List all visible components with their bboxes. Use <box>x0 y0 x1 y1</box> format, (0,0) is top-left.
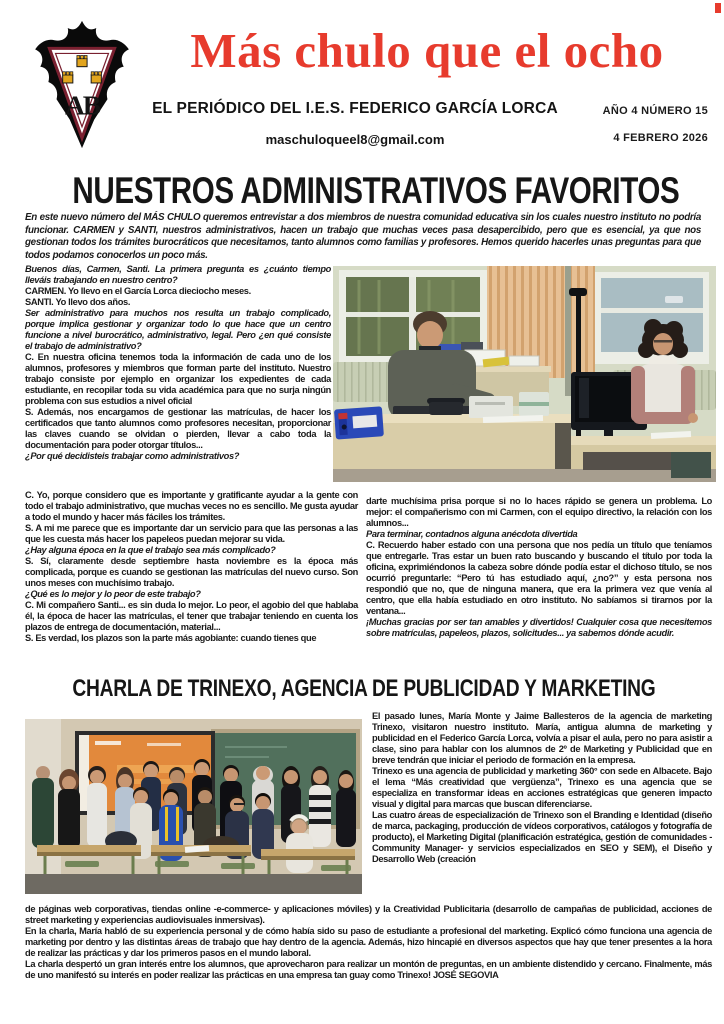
article1-left-column <box>25 264 358 644</box>
newspaper-subtitle: EL PERIÓDICO DEL I.E.S. FEDERICO GARCÍA LORCA <box>152 100 558 117</box>
article1-column-beside-photo <box>25 264 331 490</box>
body-paragraph: Trinexo es una agencia de publicidad y marketing 360° con sede en Albacete. Bajo el lema “Más creatividad que vergüenza”, Trinexo es una agencia que se especializa en transformar ideas en acciones estratégicas que generen impacto visual y digital para marcas que buscan diferenciarse. <box>372 766 712 809</box>
article1-right-column <box>366 496 712 639</box>
article2-headline: CHARLA DE TRINEXO, AGENCIA DE PUBLICIDAD Y MARKETING <box>72 675 656 702</box>
body-paragraph: C. Yo, porque considero que es importante y gratificante ayudar a la gente con todo el trabajo administrativo, que muchas veces no es sencillo. Me gusta ayudar a todo el mundo y hacer más fáciles los trámites. <box>25 490 358 522</box>
interview-question: Buenos días, Carmen, Santi. La primera pregunta es ¿cuánto tiempo lleváis trabajando en nuestro centro? <box>25 264 331 285</box>
newspaper-title: Más chulo que el ocho <box>190 23 664 78</box>
article1-column-below-photo <box>25 490 358 644</box>
interview-question: ¡Muchas gracias por ser tan amables y divertidos! Cualquier cosa que necesitemos sobre matrículas, papeleos, plazos, solicitudes... ya sabemos dónde acudir. <box>366 617 712 638</box>
office-interview-photo <box>333 266 716 482</box>
issue-number: AÑO 4 NÚMERO 15 <box>602 105 708 117</box>
interview-question: ¿Por qué decidisteis trabajar como administrativos? <box>25 451 240 461</box>
body-paragraph: CARMEN. Yo llevo en el García Lorca dieciocho meses. <box>25 286 251 296</box>
body-paragraph: Las cuatro áreas de especialización de Trinexo son el Branding e Identidad (diseño de marca, packaging, producción de vídeos corporativos, catálogos y fotografía de producto), el Marketing Digital (planificación estratégica, gestión de comunidades -Community Manager- y servicios especializados en SEO y SEM), el Diseño y Desarrollo Web (creación <box>372 810 712 864</box>
school-crest-logo <box>26 14 138 156</box>
body-paragraph: S. Es verdad, los plazos son la parte más agobiante: cuando tienes que <box>25 633 317 643</box>
article1-headline: NUESTROS ADMINISTRATIVOS FAVORITOS <box>72 170 680 211</box>
body-paragraph: C. En nuestra oficina tenemos toda la información de cada uno de los alumnos, profesores y miembros que forman parte del instituto. Nuestro trabajo consiste por ejemplo en organizar los expedientes de cada estudiante, en recopilar toda su vida académica para que no surja ningún problema con sus estudios a nivel oficial <box>25 352 331 406</box>
body-paragraph: El pasado lunes, María Monte y Jaime Ballesteros de la agencia de marketing Trinexo, visitaron nuestro instituto. María, antigua alumna de marketing y publicidad en el Federico García Lorca, volvía a pisar el aula, pero no para asistir a clase, sino para hablar con los alumnos de 2º de Marketing y Publicidad que en breve tendrán que iniciar el periodo de formación en la empresa. <box>372 711 712 765</box>
body-paragraph: En la charla, María habló de su experiencia personal y de cómo había sido su paso de estudiante a profesional del marketing. Explicó cómo funciona una agencia de marketing por dentro y las distintas áreas de trabajo que hay dentro de la agencia. Además, hizo hincapié en diversos aspectos que hay que tener presentes a la hora de realizar las prácticas y dar los primeros pasos en el mundo laboral. <box>25 926 712 958</box>
issue-date: 4 FEBRERO 2026 <box>613 132 708 144</box>
body-paragraph: S. Además, nos encargamos de gestionar las matrículas, de hacer los certificados que tanto alumnos como profesores necesitan, proporcionar las claves cuando se olvidan o pierden, llevar a cabo toda la documentación para poder otorgar títulos... <box>25 407 331 450</box>
article2-body <box>25 711 712 981</box>
classroom-group-photo <box>25 719 362 894</box>
article2-full-width-text <box>25 902 712 981</box>
article1-intro: En este nuevo número del MÁS CHULO queremos entrevistar a dos miembros de nuestra comunidad educativa sin los cuales nuestro instituto no podría funcionar. CARMEN y SANTI, nuestros administrativos, hacen un trabajo que muchas veces pasa desapercibido, pero que es esencial, ya que nos gestionan todos los trámites burocráticos que necesitamos, tanto alumnos como familias y profesores. Hemos querido hacerles unas preguntas para que todos podamos conocerlos un poco más. <box>25 212 701 261</box>
body-paragraph: C. Recuerdo haber estado con una persona que nos pedía un título que teníamos que entregarle. Tras estar un buen rato buscando y buscando el título por toda la oficina, exprimiéndonos la cabeza sobre dónde podía estar el dichoso título, se nos ocurrió preguntarle: “Pero tú has estudiado aquí, ¿no?” y esta persona nos respondió que no, que de ninguna manera, que era la primera vez que venía al centro, que ella había estudiado en otro instituto. No sabíamos si tirarnos por la ventana... <box>366 540 712 616</box>
body-paragraph: S. Sí, claramente desde septiembre hasta noviembre es la época más complicada, porque es cuando se gestionan las matrículas del nuevo curso. Son unos meses con muchísimo trabajo. <box>25 556 358 588</box>
contact-email[interactable]: maschuloqueel8@gmail.com <box>265 132 445 147</box>
crest-letters: AB <box>64 90 100 121</box>
body-paragraph: de páginas web corporativas, tiendas online -e-commerce- y aplicaciones móviles) y la Creatividad Publicitaria (desarrollo de campañas de publicidad, acciones de street marketing y experiencias audiovisuales inmersivas). <box>25 904 712 925</box>
body-paragraph: La charla despertó un gran interés entre los alumnos, que aprovecharon para realizar un montón de preguntas, en un ambiente distendido y cercano. Finalmente, más de uno manifestó su interés en poder realizar las prácticas en una empresa tan guay como Trinexo! JOSÉ SEGOVIA <box>25 959 712 980</box>
body-paragraph: SANTI. Yo llevo dos años. <box>25 297 131 307</box>
interview-question: Ser administrativo para muchos nos resulta un trabajo complicado, porque implica gestionar y organizar todo lo que hace que un centro funcione a nivel burocrático, administrativo, legal. Pero ¿en qué consiste el trabajo de administrativo? <box>25 308 331 351</box>
body-paragraph: darte muchísima prisa porque si no lo haces rápido se genera un problema. Lo mejor: el compañerismo con mi Carmen, con el equipo directivo, la relación con los alumnos... <box>366 496 712 528</box>
body-paragraph: S. A mi me parece que es importante dar un servicio para que las personas a las que les cuesta más hacer los papeleos puedan mejorar su vida. <box>25 523 358 544</box>
red-corner-mark <box>715 3 721 13</box>
interview-question: ¿Hay alguna época en la que el trabajo sea más complicado? <box>25 545 276 555</box>
body-paragraph: C. Mi compañero Santi... es sin duda lo mejor. Lo peor, el agobio del que hablaba él, la época de hacer las matrículas, el tener que trabajar teniendo en cuenta los plazos de entrega de documentación, material... <box>25 600 358 632</box>
interview-question: Para terminar, contadnos alguna anécdota divertida <box>366 529 578 539</box>
interview-question: ¿Qué es lo mejor y lo peor de este trabajo? <box>25 589 201 599</box>
